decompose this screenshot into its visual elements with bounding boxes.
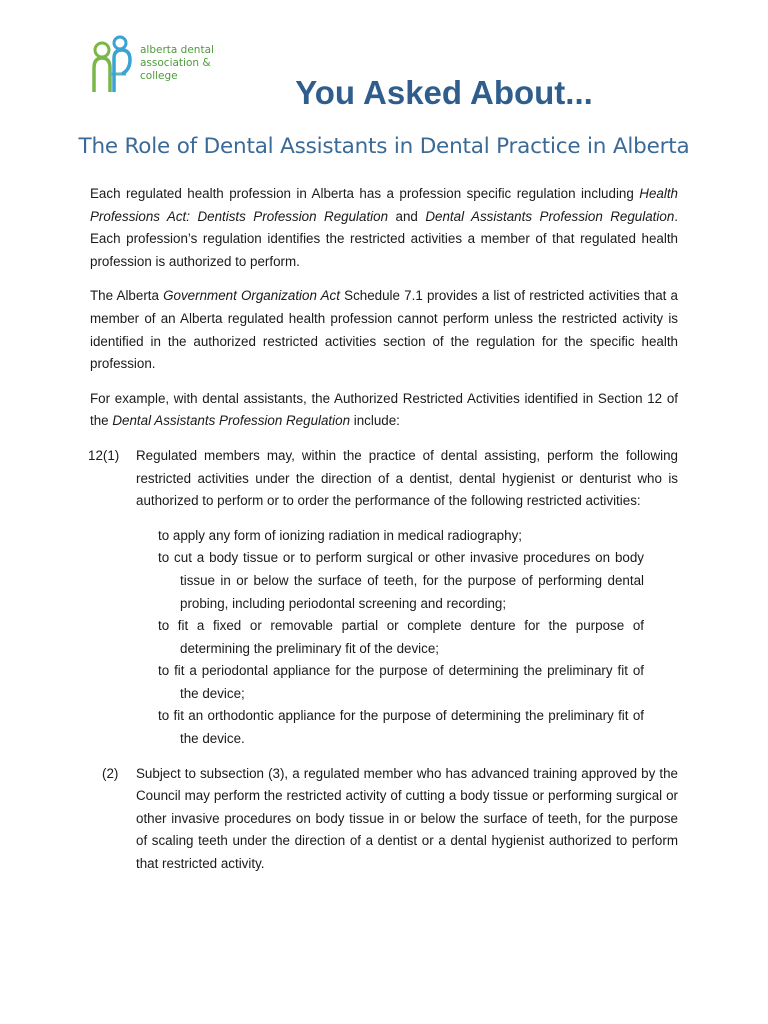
section-text: Regulated members may, within the practice of dental assisting, perform the following restricted activities under the direction of a dentist, dental hygienist or denturist who is authorized to perform or to order the performance of the following restricted activities: [136,447,678,509]
paragraph-1 [90,183,678,273]
paragraph-3 [90,388,678,433]
p1-italic-dentists-regulation: Health Professions Act: Dentists Profession Regulation [90,186,678,224]
p2-text-a: The Alberta [90,288,164,304]
page-subtitle: The Role of Dental Assistants in Dental Practice in Alberta [78,134,690,159]
list-item: to fit a fixed or removable partial or complete denture for the purpose of determining the preliminary fit of the device; [158,618,644,656]
logo-line-1: alberta dental [140,44,214,56]
section-12-2 [90,763,678,876]
section-number: 12(1) [88,447,120,463]
logo-line-2: association & college [140,57,211,82]
restricted-activities-list [90,525,678,751]
page-title: You Asked About... [295,74,593,111]
section-12-1 [90,445,678,513]
p2-text-c: Schedule 7.1 provides a list of restricted activities that a member of an Alberta regulated health profession cannot perform unless the restricted activity is identified in the authorized restricted activities section of the regulation for the specific health profession. [90,288,678,372]
section-number: (2) [102,765,119,781]
section-text: Subject to subsection (3), a regulated member who has advanced training approved by the Council may perform the restricted activity of cutting a body tissue or performing surgical or other invasive procedures on body tissue in or below the surface of teeth, for the purpose of scaling teeth under the direction of a dentist or a dental hygienist authorized to perform that restricted activity. [136,765,678,872]
paragraph-2 [90,285,678,375]
p1-text-a: Each regulated health profession in Alberta has a profession specific regulation including [90,186,640,201]
p2-italic-act: Government Organization Act [163,288,340,304]
p1-text-e: . Each profession’s regulation identifies the restricted activities a member of that regulated health profession is authorized to perform. [90,208,678,269]
list-item: to fit an orthodontic appliance for the purpose of determining the preliminary fit of the device. [158,708,644,747]
document-body [90,183,678,876]
p1-italic-assistants-regulation: Dental Assistants Profession Regulation [425,208,675,224]
list-item: to apply any form of ionizing radiation in medical radiography; [158,527,522,543]
list-item: to fit a periodontal appliance for the purpose of determining the preliminary fit of the device; [158,663,644,701]
list-item: to cut a body tissue or to perform surgical or other invasive procedures on body tissue in or below the surface of teeth, for the purpose of performing dental probing, including periodontal screening and recording; [158,550,644,611]
p1-text-c: and [388,208,426,224]
p3-text-c: include: [350,413,400,429]
p3-text-a: For example, with dental assistants, the Authorized Restricted Activities identified in Section 12 of the [90,390,678,429]
p3-italic-regulation: Dental Assistants Profession Regulation [112,413,351,429]
